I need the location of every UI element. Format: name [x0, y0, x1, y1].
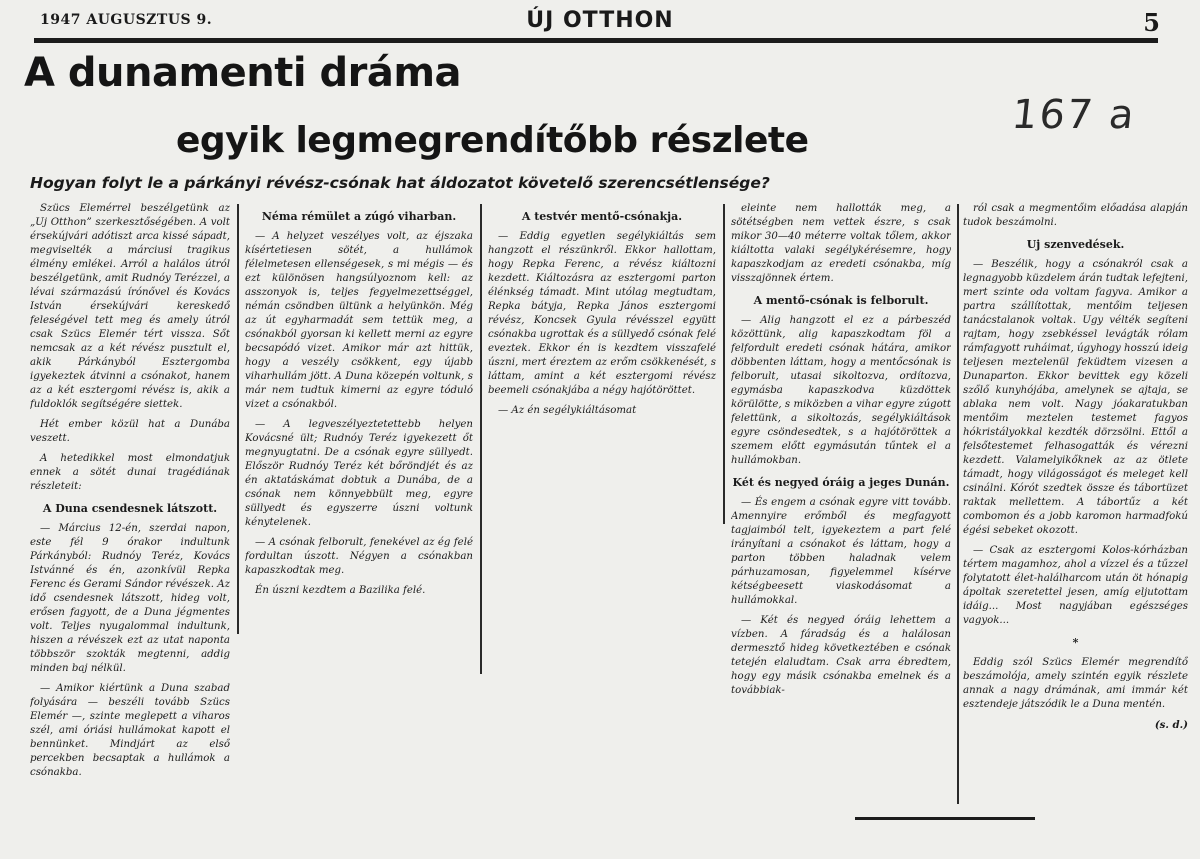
- article-paragraph: Hét ember közül hat a Dunába veszett.: [30, 419, 230, 444]
- section-heading: A testvér mentő-csónakja.: [521, 210, 683, 223]
- headline-line-2: egyik legmegrendítőbb részlete: [176, 120, 809, 161]
- article-paragraph: ról csak a megmentőim előadása alapján tudok beszámolni.: [963, 203, 1188, 228]
- article-end-rule: [855, 817, 1035, 820]
- article-paragraph: — Eddig egyetlen segélykiáltás sem hangzott el részünkről. Ekkor hallottam, hogy Repka Ferenc, a révész kiáltozni kezdett. Kiáltozásra az esztergomi parton élénkség támadt. Mint utólag megtudtam, Repka bátyja, Repka János esztergomi révész, Koncsek Gyula révésszel együtt csónakba ugrottak és a süllyedő csónak felé eveztek. Ekkor én is kezdtem visszafelé úszni, mert éreztem az erőm csökkenését, s láttam, amint a két esztergomi révész beemeli csónakjába a négy hajótöröttet.: [488, 231, 716, 396]
- article-paragraph: — A csónak felborult, fenekével az ég felé fordultan úszott. Négyen a csónakban kapaszkodtak meg.: [245, 537, 473, 576]
- newspaper-name: ÚJ OTTHON: [526, 8, 674, 33]
- article-column-3: [488, 202, 716, 842]
- article-paragraph: A hetedikkel most elmondatjuk ennek a sötét dunai tragédiának részleteit:: [30, 453, 230, 492]
- article-paragraph: Eddig szól Szücs Elemér megrendítő beszámolója, amely szintén egyik részlete annak a nagy drámának, ami immár két esztendeje játszódik le a Duna mentén.: [963, 657, 1188, 710]
- issue-date: 1947 AUGUSZTUS 9.: [40, 12, 213, 28]
- article-paragraph: — Csak az esztergomi Kolos-kórházban tértem magamhoz, ahol a vízzel és a tűzzel folytatott élet-halálharcom után öt hónapig ápoltak szeretettel jesen, amíg eljutottam idáig... Most nagyjában egészséges vagyok...: [963, 545, 1188, 626]
- article-paragraph: Én úszni kezdtem a Bazilika felé.: [255, 585, 426, 596]
- article-paragraph: — Március 12-én, szerdai napon, este fél 9 órakor indultunk Párkányból: Rudnóy Teréz, Kovács Istvánné és én, azonkívül Repka Ferenc és Gerami Sándor révészek. Az idő csendesnek látszott, hideg volt, erősen fagyott, de a Duna jégmentes volt. Teljes nyugalommal indultunk, hiszen a révészek ezt az utat naponta többször szokták megtenni, addig minden baj nélkül.: [30, 523, 230, 674]
- section-heading: *: [1072, 636, 1079, 649]
- masthead: [40, 8, 1160, 36]
- headline-line-1: A dunamenti dráma: [24, 50, 462, 96]
- page-number: 5: [1143, 8, 1160, 37]
- masthead-rule: [34, 38, 1158, 43]
- column-divider: [480, 204, 482, 674]
- column-divider: [723, 204, 725, 524]
- section-heading: Két és negyed óráig a jeges Dunán.: [732, 476, 950, 489]
- article-paragraph: Szücs Elemérrel beszélgetünk az „Uj Otthon” szerkesztőségében. A volt érsekújvári adótiszt arca kissé sápadt, megviselték a márciusi tragikus élmény emlékei. Arról a halálos útról beszélgetünk, amit Rudnóy Terézzel, a lévai származású írónővel és Kovács István érsekújvári kereskedő feleségével tett meg és amely útról csak Szücs Elemér tért vissza. Sőt nemcsak az a két révész pusztult el, akik Párkányból Esztergomba igyekeztek átvinni a csónakot, hanem az a két esztergomi révész is, akik a fuldoklók segítségére siettek.: [30, 203, 230, 410]
- article-paragraph: — Amikor kiértünk a Duna szabad folyására — beszéli tovább Szücs Elemér —, szinte meglepett a viharos szél, ami óriási hullámokat kapott el bennünket. Mindjárt az első percekben becsaptak a hullámok a csónakba.: [30, 683, 230, 778]
- author-signature: (s. d.): [1154, 719, 1188, 731]
- article-paragraph: — Az én segélykiáltásomat: [498, 405, 637, 416]
- article-paragraph: — Alig hangzott el ez a párbeszéd közöttünk, alig kapaszkodtam föl a felfordult eredeti csónak hátára, amikor döbbenten láttam, hogy a mentőcsónak is felborult, utasai sikoltozva, ordítozva, egymásba kapaszkodva küzdöttek körülötte, s miközben a vihar egyre zúgott felettünk, a sikoltozás, segélykiáltások egyre csöndesedtek, s a hajótöröttek a szemem előtt egymásután tűntek el a hullámokban.: [731, 315, 951, 466]
- article-paragraph: — Két és negyed óráig lehettem a vízben. A fáradság és a halálosan dermesztő hideg következtében e csónak tetején elaludtam. Csak arra ébredtem, hogy egy másik csónakba emelnek és a továbbiak-: [731, 615, 951, 696]
- section-heading: A mentő-csónak is felborult.: [753, 294, 929, 307]
- article-column-2: [245, 202, 473, 842]
- handwritten-note: 167 a: [1009, 92, 1138, 138]
- article-paragraph: — A helyzet veszélyes volt, az éjszaka kísértetiesen sötét, a hullámok félelmetesen ellenségesek, s mi mégis — és ezt különösen hangsúlyoznom kell: az asszonyok is, teljes fegyelmezettséggel, némán csöndben ültünk a helyünkön. Még az út egyharmadát sem tettük meg, a csónakból gyorsan ki kellett merni az egyre becsapódó vizet. Amikor már azt hittük, hogy a veszély csökkent, egy újabb viharhullám jött. A Duna közepén voltunk, s már nem tudtuk kimerni az egyre tóduló vizet a csónakból.: [245, 231, 473, 410]
- section-heading: Uj szenvedések.: [1026, 238, 1125, 251]
- article-column-1: [30, 202, 230, 842]
- article-paragraph: — És engem a csónak egyre vitt tovább. Amennyire erőmből és megfagyott tagjaimból telt, igyekeztem a part felé irányítani a csónakot és láttam, hogy a parton többen haladnak velem párhuzamosan, figyelemmel kísérve kétségbeesett viaskodásomat a hullámokkal.: [731, 497, 951, 606]
- column-divider: [957, 204, 959, 804]
- subheadline: Hogyan folyt le a párkányi révész-csónak hat áldozatot követelő szerencsétlensége?: [30, 174, 770, 192]
- article-column-4: [731, 202, 951, 842]
- section-heading: A Duna csendesnek látszott.: [42, 502, 218, 515]
- column-divider: [237, 204, 239, 634]
- article-paragraph: eleinte nem hallották meg, a sötétségben nem vettek észre, s csak mikor 30—40 méterre voltak tőlem, akkor kiáltotta valaki segélykérésemre, hogy kapaszkodjam az eredeti csónakba, míg visszajönnek értem.: [731, 203, 951, 284]
- article-column-5: [963, 202, 1188, 842]
- section-heading: Néma rémület a zúgó viharban.: [261, 210, 457, 223]
- article-paragraph: — Beszélik, hogy a csónakról csak a legnagyobb küzdelem árán tudtak lefejteni, mert szinte oda voltam fagyva. Amikor a partra szállítottak, mentőim teljesen tanácstalanok voltak. Ugy vélték segíteni rajtam, hogy zsebkéssel levágták rólam rámfagyott ruháimat, úgyhogy hosszú ideig teljesen meztelenül feküdtem vizesen a Dunaparton. Ekkor bevittek egy közeli szőlő kunyhójába, amelynek se ajtaja, se ablaka nem volt. Nagy jóakaratukban mentőim meztelen testemet fagyos hókristályokkal kezdték dörzsölni. Ettől a felsőtestemet felhasogatták és vérezni kezdett. Valamelyikőknek az az ötlete támadt, hogy világosságot és meleget kell csinálni. Kórót szedtek össze és tábortüzet raktak mellettem. A tábortűz a két combomon és a jobb karomon harmadfokú égési sebeket okozott.: [963, 259, 1188, 536]
- article-paragraph: — A legveszélyeztetettebb helyen Kovácsné ült; Rudnóy Teréz igyekezett őt megnyugtatni. De a csónak egyre süllyedt. Először Rudnóy Teréz két bőröndjét és az én aktatáskámat dobtuk a Dunába, de a csónak nem könnyebbült meg, egyre süllyedt és egyszerre úszni voltunk kénytelenek.: [245, 419, 473, 528]
